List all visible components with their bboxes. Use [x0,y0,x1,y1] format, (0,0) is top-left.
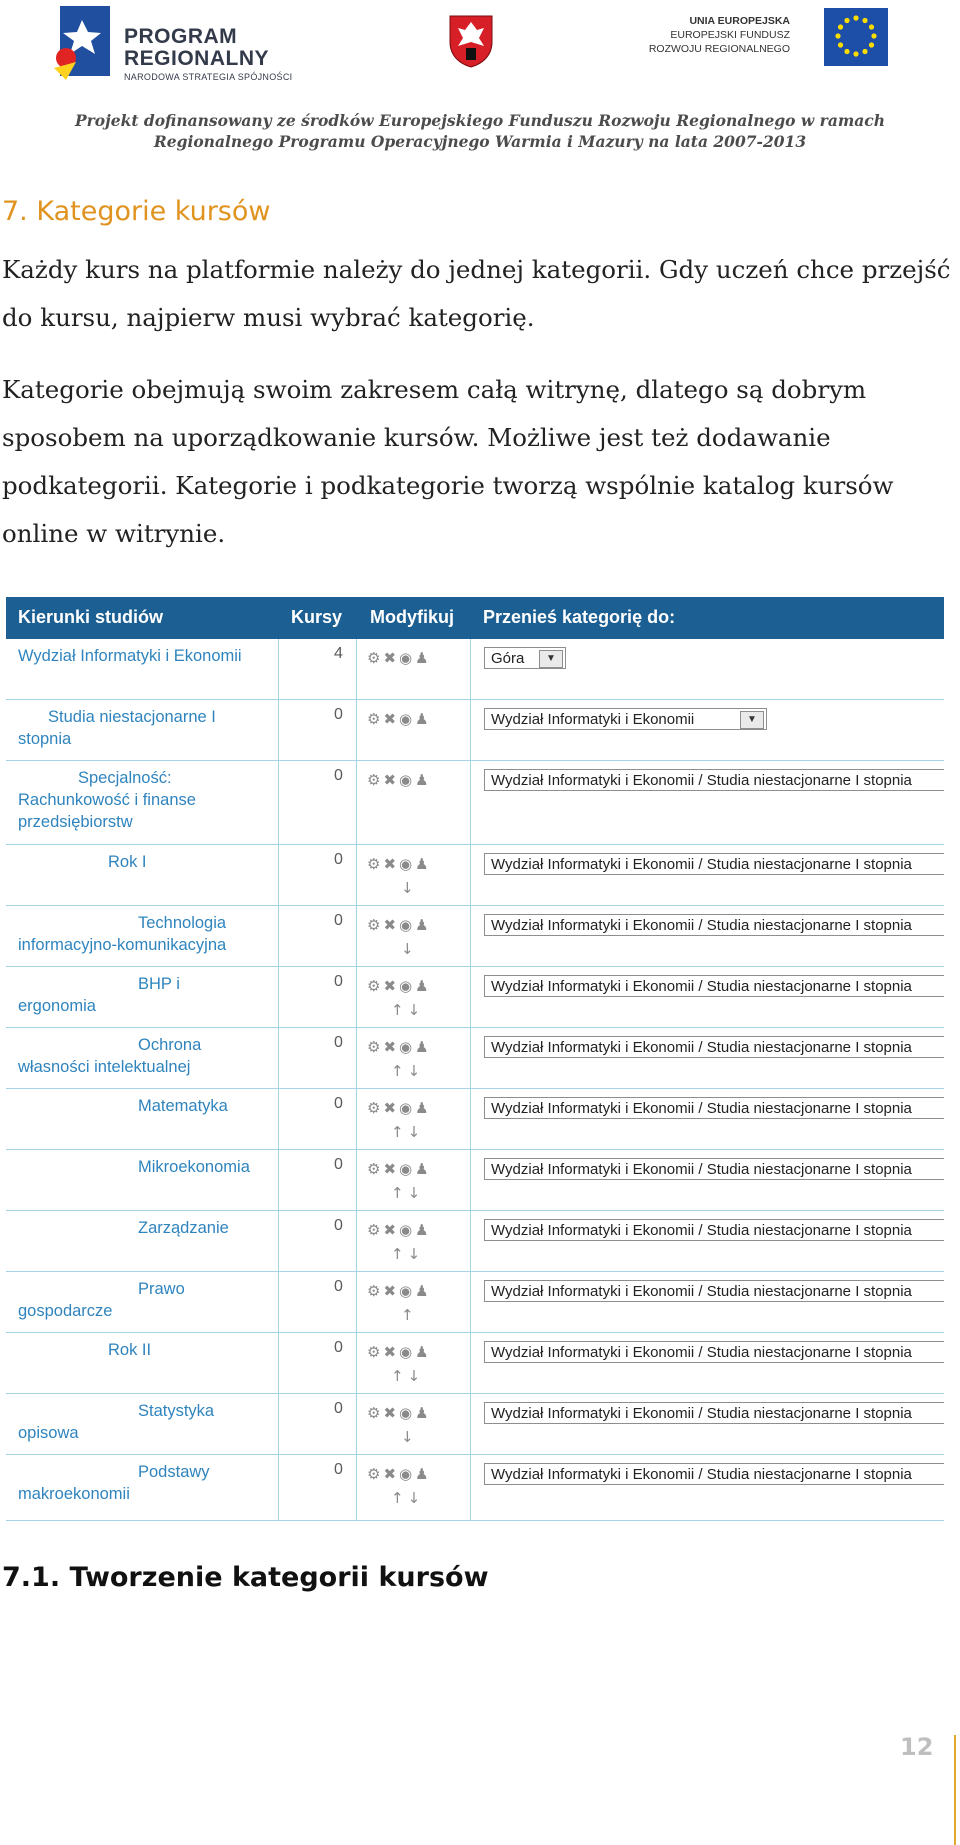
category-link[interactable] [18,1034,201,1078]
category-name-line2: opisowa [18,1424,79,1442]
select-value: Wydział Informatyki i Ekonomii / Studia niestacjonarne I stopnia [491,1039,912,1056]
move-category-select[interactable] [484,1463,944,1485]
select-value: Wydział Informatyki i Ekonomii / Studia niestacjonarne I stopnia [491,856,912,873]
category-link[interactable] [18,706,216,750]
action-icons [367,1160,432,1178]
assign-roles-icon[interactable]: ♟ [415,1099,432,1117]
action-icons [367,977,432,995]
eye-icon[interactable]: ◉ [399,1282,416,1300]
category-name-line1: Podstawy [138,1463,210,1481]
eye-icon[interactable]: ◉ [399,1404,416,1422]
gear-icon[interactable]: ⚙ [367,855,384,873]
move-category-select[interactable] [484,1280,944,1302]
voivodeship-crest-icon [446,12,496,68]
select-value: Wydział Informatyki i Ekonomii / Studia niestacjonarne I stopnia [491,1161,912,1178]
gear-icon[interactable]: ⚙ [367,649,384,667]
table-row [6,700,944,761]
table-row [6,761,944,845]
select-value: Wydział Informatyki i Ekonomii / Studia niestacjonarne I stopnia [491,978,912,995]
column-divider [356,639,357,1521]
table-row [6,1394,944,1455]
move-category-select[interactable] [484,975,944,997]
gear-icon[interactable]: ⚙ [367,1465,384,1483]
category-link[interactable] [18,1095,228,1117]
table-row [6,845,944,906]
move-category-select[interactable] [484,1402,944,1424]
category-name-line1: Matematyka [138,1097,228,1115]
move-arrows-icon[interactable]: ↑↓ [391,1001,425,1019]
section-heading: 7. Kategorie kursów [2,196,271,227]
move-category-select[interactable] [484,1097,944,1119]
course-count: 0 [334,1339,343,1356]
select-value: Wydział Informatyki i Ekonomii / Studia niestacjonarne I stopnia [491,1344,912,1361]
move-category-select[interactable] [484,1158,944,1180]
delete-icon[interactable]: ✖ [383,1465,400,1483]
subsection-heading: 7.1. Tworzenie kategorii kursów [2,1562,489,1593]
course-count: 0 [334,1461,343,1478]
action-icons [367,1343,432,1361]
program-name-line1: PROGRAM [124,25,238,48]
move-arrows-icon[interactable]: ↓ [401,879,418,897]
gear-icon[interactable]: ⚙ [367,1160,384,1178]
program-regionalny-mark-icon [52,6,118,86]
move-arrows-icon[interactable]: ↓ [401,1428,418,1446]
category-name-line2: informacyjno-komunikacyjna [18,936,227,954]
select-value: Wydział Informatyki i Ekonomii / Studia niestacjonarne I stopnia [491,1100,912,1117]
action-icons [367,710,432,728]
paragraph-1: Każdy kurs na platformie należy do jednej kategorii. Gdy uczeń chce przejść do kursu, najpierw musi wybrać kategorię. [2,255,951,332]
category-name-line1: Technologia [138,914,227,932]
select-value: Wydział Informatyki i Ekonomii / Studia niestacjonarne I stopnia [491,1466,912,1483]
category-name-line1: Rok II [108,1341,152,1359]
gear-icon[interactable]: ⚙ [367,977,384,995]
select-value: Wydział Informatyki i Ekonomii / Studia niestacjonarne I stopnia [491,1283,912,1300]
course-count: 0 [334,851,343,868]
header-modify: Modyfikuj [370,607,454,627]
move-arrows-icon[interactable]: ↓ [401,940,418,958]
delete-icon[interactable]: ✖ [383,710,400,728]
action-icons [367,1282,432,1300]
table-row [6,1333,944,1394]
category-link[interactable] [18,1156,250,1178]
paragraph-2: Kategorie obejmują swoim zakresem całą witrynę, dlatego są dobrym sposobem na uporządkowanie kursów. Możliwe jest też dodawanie podkategorii. Kategorie i podkategorie tworzą wspólnie katalog kursów online w witrynie. [2,375,894,548]
eye-icon[interactable]: ◉ [399,1343,416,1361]
eye-icon[interactable]: ◉ [399,1038,416,1056]
category-link[interactable] [18,973,180,1017]
category-link[interactable] [18,1461,210,1505]
category-link[interactable] [18,1339,151,1361]
gear-icon[interactable]: ⚙ [367,1343,384,1361]
assign-roles-icon[interactable]: ♟ [415,1282,432,1300]
eye-icon[interactable]: ◉ [399,771,416,789]
action-icons [367,1404,432,1422]
course-count: 0 [334,1156,343,1173]
course-count: 0 [334,912,343,929]
category-link[interactable] [18,851,147,873]
eye-icon[interactable]: ◉ [399,1221,416,1239]
delete-icon[interactable]: ✖ [383,1038,400,1056]
delete-icon[interactable]: ✖ [383,1099,400,1117]
select-value: Wydział Informatyki i Ekonomii [491,711,695,728]
category-name-line3: przedsiębiorstw [18,813,133,831]
table-header [6,597,944,639]
action-icons [367,855,432,873]
eu-line1: UNIA EUROPEJSKA [689,15,790,27]
category-name-line1: Prawo [138,1280,185,1298]
column-divider [470,639,471,1521]
action-icons [367,649,432,667]
select-value: Wydział Informatyki i Ekonomii / Studia niestacjonarne I stopnia [491,1405,912,1422]
category-name-line1: Wydział Informatyki i Ekonomii [18,647,242,665]
move-arrows-icon[interactable]: ↑↓ [391,1184,425,1202]
eye-icon[interactable]: ◉ [399,1099,416,1117]
delete-icon[interactable]: ✖ [383,916,400,934]
category-name-line1: Rok I [108,853,147,871]
chevron-down-icon[interactable]: ▼ [539,650,563,668]
page-number: 12 [900,1733,934,1761]
program-regionalny-name [124,26,269,70]
chevron-down-icon[interactable]: ▼ [740,711,764,729]
header-move: Przenieś kategorię do: [483,607,676,627]
move-arrows-icon[interactable]: ↑↓ [391,1123,425,1141]
table-row [6,639,944,700]
move-category-select[interactable] [484,853,944,875]
course-count: 0 [334,1400,343,1417]
course-count: 0 [334,1278,343,1295]
category-name-line1: Specjalność: [78,769,172,787]
table-row [6,1089,944,1150]
category-name-line2: makroekonomii [18,1485,130,1503]
program-name-line2: REGIONALNY [124,47,270,70]
delete-icon[interactable]: ✖ [383,649,400,667]
table-row [6,967,944,1028]
table-row [6,1272,944,1333]
course-count: 0 [334,1095,343,1112]
header-category: Kierunki studiów [18,607,164,627]
category-name-line1: Ochrona [138,1036,202,1054]
header-courses: Kursy [291,607,343,627]
assign-roles-icon[interactable]: ♟ [415,710,432,728]
gear-icon[interactable]: ⚙ [367,1282,384,1300]
gear-icon[interactable]: ⚙ [367,771,384,789]
move-category-select[interactable] [484,769,944,791]
course-count: 0 [334,767,343,784]
table-row [6,906,944,967]
assign-roles-icon[interactable]: ♟ [415,1465,432,1483]
select-value: Wydział Informatyki i Ekonomii / Studia niestacjonarne I stopnia [491,1222,912,1239]
eye-icon[interactable]: ◉ [399,855,416,873]
delete-icon[interactable]: ✖ [383,855,400,873]
move-category-select[interactable] [484,1219,944,1241]
project-note-line2: Regionalnego Programu Operacyjnego Warmia i Mazury na lata 2007-2013 [153,132,807,151]
assign-roles-icon[interactable]: ♟ [415,855,432,873]
gear-icon[interactable]: ⚙ [367,1221,384,1239]
eu-fund-label [640,14,790,56]
table-row [6,1150,944,1211]
action-icons [367,916,432,934]
gear-icon[interactable]: ⚙ [367,710,384,728]
page-edge-line [954,1735,956,1845]
eye-icon[interactable]: ◉ [399,1465,416,1483]
category-name-line2: gospodarcze [18,1302,113,1320]
category-link[interactable] [18,645,242,667]
category-name-line1: Studia niestacjonarne I [48,708,216,726]
assign-roles-icon[interactable]: ♟ [415,1404,432,1422]
eye-icon[interactable]: ◉ [399,649,416,667]
category-name-line1: Mikroekonomia [138,1158,250,1176]
move-arrows-icon[interactable]: ↑↓ [391,1062,425,1080]
move-arrows-icon[interactable]: ↑ [401,1306,418,1324]
delete-icon[interactable]: ✖ [383,1282,400,1300]
move-category-select[interactable] [484,708,767,730]
category-name-line2: własności intelektualnej [18,1058,191,1076]
delete-icon[interactable]: ✖ [383,1160,400,1178]
category-link[interactable] [18,767,196,833]
course-count: 0 [334,1034,343,1051]
eu-line3: ROZWOJU REGIONALNEGO [648,43,790,55]
table-row [6,1455,944,1521]
select-value: Wydział Informatyki i Ekonomii / Studia niestacjonarne I stopnia [491,917,912,934]
move-category-select[interactable] [484,914,944,936]
table-row [6,1028,944,1089]
eye-icon[interactable]: ◉ [399,710,416,728]
move-category-select[interactable] [484,647,566,669]
category-name-line1: Zarządzanie [138,1219,229,1237]
project-note-line1: Projekt dofinansowany ze środków Europejskiego Funduszu Rozwoju Regionalnego w ramach [74,111,886,130]
document-header [0,0,960,160]
assign-roles-icon[interactable]: ♟ [415,1221,432,1239]
categories-screenshot [6,597,944,1521]
category-name-line1: BHP i [138,975,180,993]
category-name-line2: Rachunkowość i finanse [18,791,196,809]
category-link[interactable] [18,1217,229,1239]
course-count: 4 [334,645,343,662]
table-row [6,1211,944,1272]
gear-icon[interactable]: ⚙ [367,1404,384,1422]
move-arrows-icon[interactable]: ↑↓ [391,1245,425,1263]
assign-roles-icon[interactable]: ♟ [415,771,432,789]
move-arrows-icon[interactable]: ↑↓ [391,1489,425,1507]
gear-icon[interactable]: ⚙ [367,916,384,934]
delete-icon[interactable]: ✖ [383,771,400,789]
assign-roles-icon[interactable]: ♟ [415,916,432,934]
action-icons [367,1099,432,1117]
program-subtitle: NARODOWA STRATEGIA SPÓJNOŚCI [124,72,293,82]
move-category-select[interactable] [484,1036,944,1058]
column-divider [278,639,279,1521]
program-regionalny-logo [52,6,322,86]
action-icons [367,1465,432,1483]
category-name-line2: stopnia [18,730,72,748]
assign-roles-icon[interactable]: ♟ [415,1160,432,1178]
delete-icon[interactable]: ✖ [383,977,400,995]
category-name-line1: Statystyka [138,1402,215,1420]
assign-roles-icon[interactable]: ♟ [415,1343,432,1361]
eye-icon[interactable]: ◉ [399,977,416,995]
category-link[interactable] [18,1400,214,1444]
action-icons [367,1221,432,1239]
delete-icon[interactable]: ✖ [383,1404,400,1422]
eye-icon[interactable]: ◉ [399,916,416,934]
eu-line2: EUROPEJSKI FUNDUSZ [670,29,790,41]
eu-flag-icon [824,8,888,66]
assign-roles-icon[interactable]: ♟ [415,1038,432,1056]
move-category-select[interactable] [484,1341,944,1363]
category-name-line2: ergonomia [18,997,96,1015]
action-icons [367,1038,432,1056]
assign-roles-icon[interactable]: ♟ [415,649,432,667]
category-link[interactable] [18,1278,185,1322]
select-value: Góra [491,650,525,667]
course-count: 0 [334,1217,343,1234]
eye-icon[interactable]: ◉ [399,1160,416,1178]
gear-icon[interactable]: ⚙ [367,1038,384,1056]
move-arrows-icon[interactable]: ↑↓ [391,1367,425,1385]
category-link[interactable] [18,912,226,956]
delete-icon[interactable]: ✖ [383,1221,400,1239]
action-icons [367,771,432,789]
select-value: Wydział Informatyki i Ekonomii / Studia niestacjonarne I stopnia [491,772,912,789]
project-funding-note [0,110,960,152]
assign-roles-icon[interactable]: ♟ [415,977,432,995]
course-count: 0 [334,706,343,723]
delete-icon[interactable]: ✖ [383,1343,400,1361]
gear-icon[interactable]: ⚙ [367,1099,384,1117]
course-count: 0 [334,973,343,990]
